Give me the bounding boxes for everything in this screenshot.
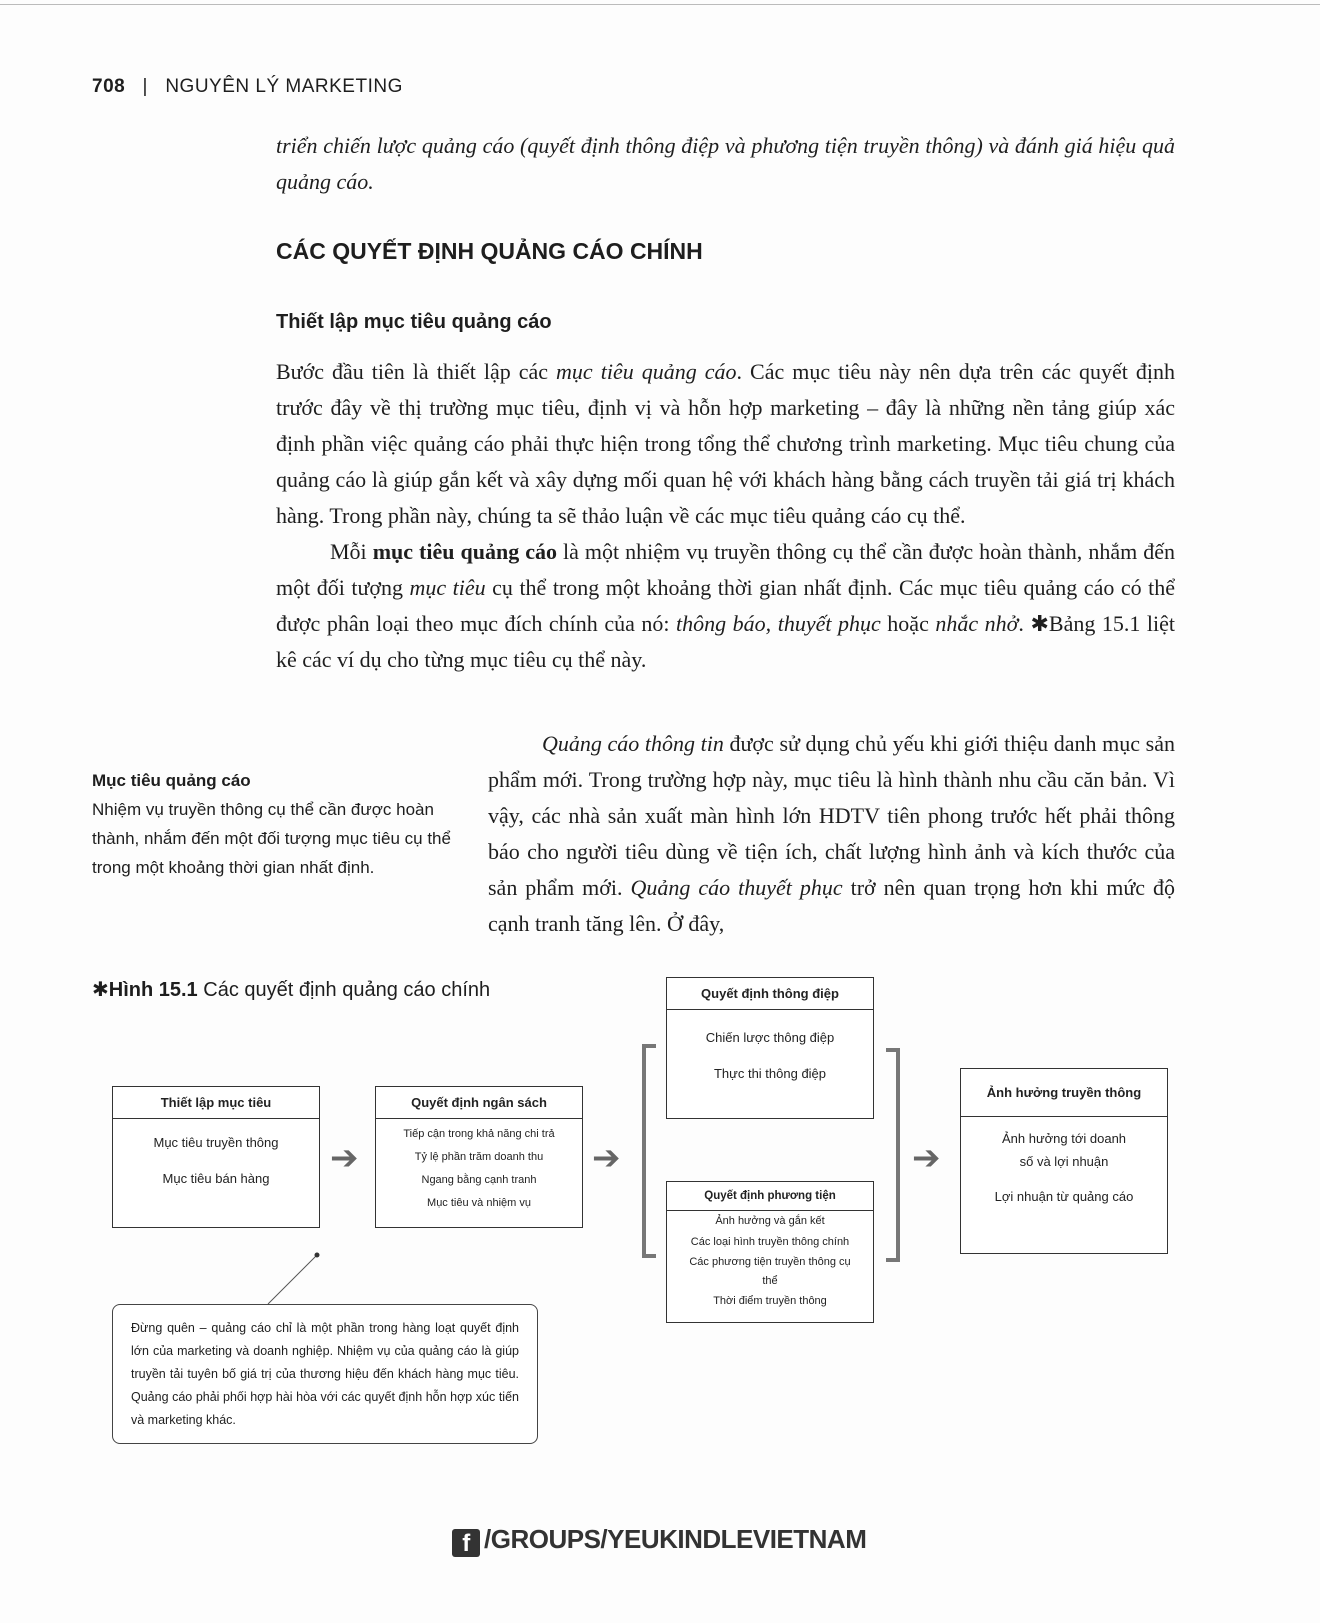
- figure-label: ✱Hình 15.1: [92, 979, 198, 1001]
- box-objectives: [112, 1086, 320, 1228]
- box-media: [666, 1181, 874, 1323]
- box-message: [666, 977, 874, 1119]
- definition-term: Mục tiêu quảng cáo: [92, 771, 251, 790]
- box-evaluation: [960, 1068, 1168, 1254]
- footer-group-link[interactable]: [452, 1524, 866, 1557]
- box-item: Các loại hình truyền thông chính: [690, 1236, 850, 1248]
- arrow-right-icon: ➔: [330, 1138, 359, 1178]
- scan-edge-line: [0, 4, 1320, 5]
- section-title: CÁC QUYẾT ĐỊNH QUẢNG CÁO CHÍNH: [276, 238, 703, 264]
- box-title: Thiết lập mục tiêu: [113, 1087, 319, 1119]
- box-item: Mục tiêu và nhiệm vụ: [427, 1197, 531, 1209]
- footer-text: /GROUPS/YEUKINDLEVIETNAM: [484, 1524, 867, 1554]
- figure-caption: [92, 977, 490, 1002]
- box-title: Ảnh hưởng truyền thông: [961, 1069, 1167, 1117]
- paragraph-2: Mỗi mục tiêu quảng cáo là một nhiệm vụ truyền thông cụ thể cần được hoàn thành, nhắm đến một đối tượng mục tiêu cụ thể trong một khoảng thời gian nhất định. Các mục tiêu quảng cáo có thể được phân loại theo mục đích chính của nó: thông báo, thuyết phục hoặc nhắc nhở. ✱Bảng 15.1 liệt kê các ví dụ cho từng mục tiêu cụ thể này.: [276, 539, 1176, 672]
- box-title: Quyết định thông điệp: [667, 978, 873, 1010]
- box-title: Quyết định phương tiện: [667, 1182, 873, 1211]
- paragraph-3: Quảng cáo thông tin được sử dụng chủ yếu khi giới thiệu danh mục sản phẩm mới. Trong trường hợp này, mục tiêu là hình thành nhu cầu căn bản. Vì vậy, các nhà sản xuất màn hình lớn HDTV tiên phong trước hết phải thông báo cho người tiêu dùng về tiện ích, chất lượng hình ảnh và kích thước của sản phẩm mới. Quảng cáo thuyết phục trở nên quan trọng hơn khi mức độ cạnh tranh tăng lên. Ở đây,: [488, 731, 1176, 936]
- facebook-icon: f: [452, 1529, 480, 1557]
- right-bracket: [886, 1048, 900, 1262]
- header-separator: |: [142, 76, 148, 97]
- arrow-right-icon: ➔: [592, 1138, 621, 1178]
- figure-callout-note: Đừng quên – quảng cáo chỉ là một phần trong hàng loạt quyết định lớn của marketing và doanh nghiệp. Nhiệm vụ của quảng cáo là giúp truyền tải tuyên bố giá trị của thương hiệu đến khách hàng mục tiêu. Quảng cáo phải phối hợp hài hòa với các quyết định hỗn hợp xúc tiến và marketing khác.: [112, 1304, 538, 1444]
- left-bracket: [642, 1044, 656, 1258]
- box-title: Quyết định ngân sách: [376, 1087, 582, 1119]
- box-item: Ảnh hưởng tới doanh số và lợi nhuận: [1001, 1131, 1127, 1169]
- box-item: Mục tiêu truyền thông: [153, 1135, 279, 1150]
- box-item: Chiến lược thông điệp: [705, 1030, 835, 1045]
- table-reference[interactable]: ✱Bảng 15.1: [1030, 611, 1141, 636]
- page-number: 708: [92, 76, 126, 97]
- box-item: Lợi nhuận từ quảng cáo: [994, 1189, 1134, 1204]
- definition-text: Nhiệm vụ truyền thông cụ thể cần được hoàn thành, nhắm đến một đối tượng mục tiêu cụ thể trong một khoảng thời gian nhất định.: [92, 800, 451, 877]
- box-item: Các phương tiện truyền thông cụ thể: [689, 1256, 851, 1287]
- box-item: Tiếp cận trong khả năng chi trả: [403, 1128, 555, 1140]
- arrow-right-icon: ➔: [912, 1138, 941, 1178]
- box-item: Thời điểm truyền thông: [713, 1295, 827, 1307]
- subsection-title: Thiết lập mục tiêu quảng cáo: [276, 311, 552, 333]
- callout-pointer-line: [260, 1250, 330, 1310]
- box-budget: [375, 1086, 583, 1228]
- body-text: [276, 354, 1175, 678]
- box-item: Thực thi thông điệp: [713, 1066, 827, 1081]
- figure-caption-text: Các quyết định quảng cáo chính: [203, 979, 491, 1001]
- box-item: Ngang bằng cạnh tranh: [421, 1174, 537, 1186]
- box-item: Tỷ lệ phần trăm doanh thu: [414, 1151, 544, 1163]
- page-header: [92, 76, 403, 98]
- intro-text: triển chiến lược quảng cáo (quyết định thông điệp và phương tiện truyền thông) và đánh giá hiệu quả quảng cáo.: [276, 133, 1175, 194]
- book-title: NGUYÊN LÝ MARKETING: [165, 76, 403, 97]
- box-item: Mục tiêu bán hàng: [162, 1171, 270, 1186]
- paragraph-1: Bước đầu tiên là thiết lập các mục tiêu quảng cáo. Các mục tiêu này nên dựa trên các quyết định trước đây về thị trường mục tiêu, định vị và hỗn hợp marketing – đây là những nền tảng giúp xác định phần việc quảng cáo phải thực hiện trong tổng thể chương trình marketing. Mục tiêu chung của quảng cáo là giúp gắn kết và xây dựng mối quan hệ với khách hàng bằng cách truyền tải giá trị khách hàng. Trong phần này, chúng ta sẽ thảo luận về các mục tiêu quảng cáo cụ thể.: [276, 359, 1175, 528]
- margin-definition: [92, 766, 464, 882]
- box-item: Ảnh hưởng và gắn kết: [715, 1215, 825, 1227]
- intro-paragraph: [276, 128, 1175, 200]
